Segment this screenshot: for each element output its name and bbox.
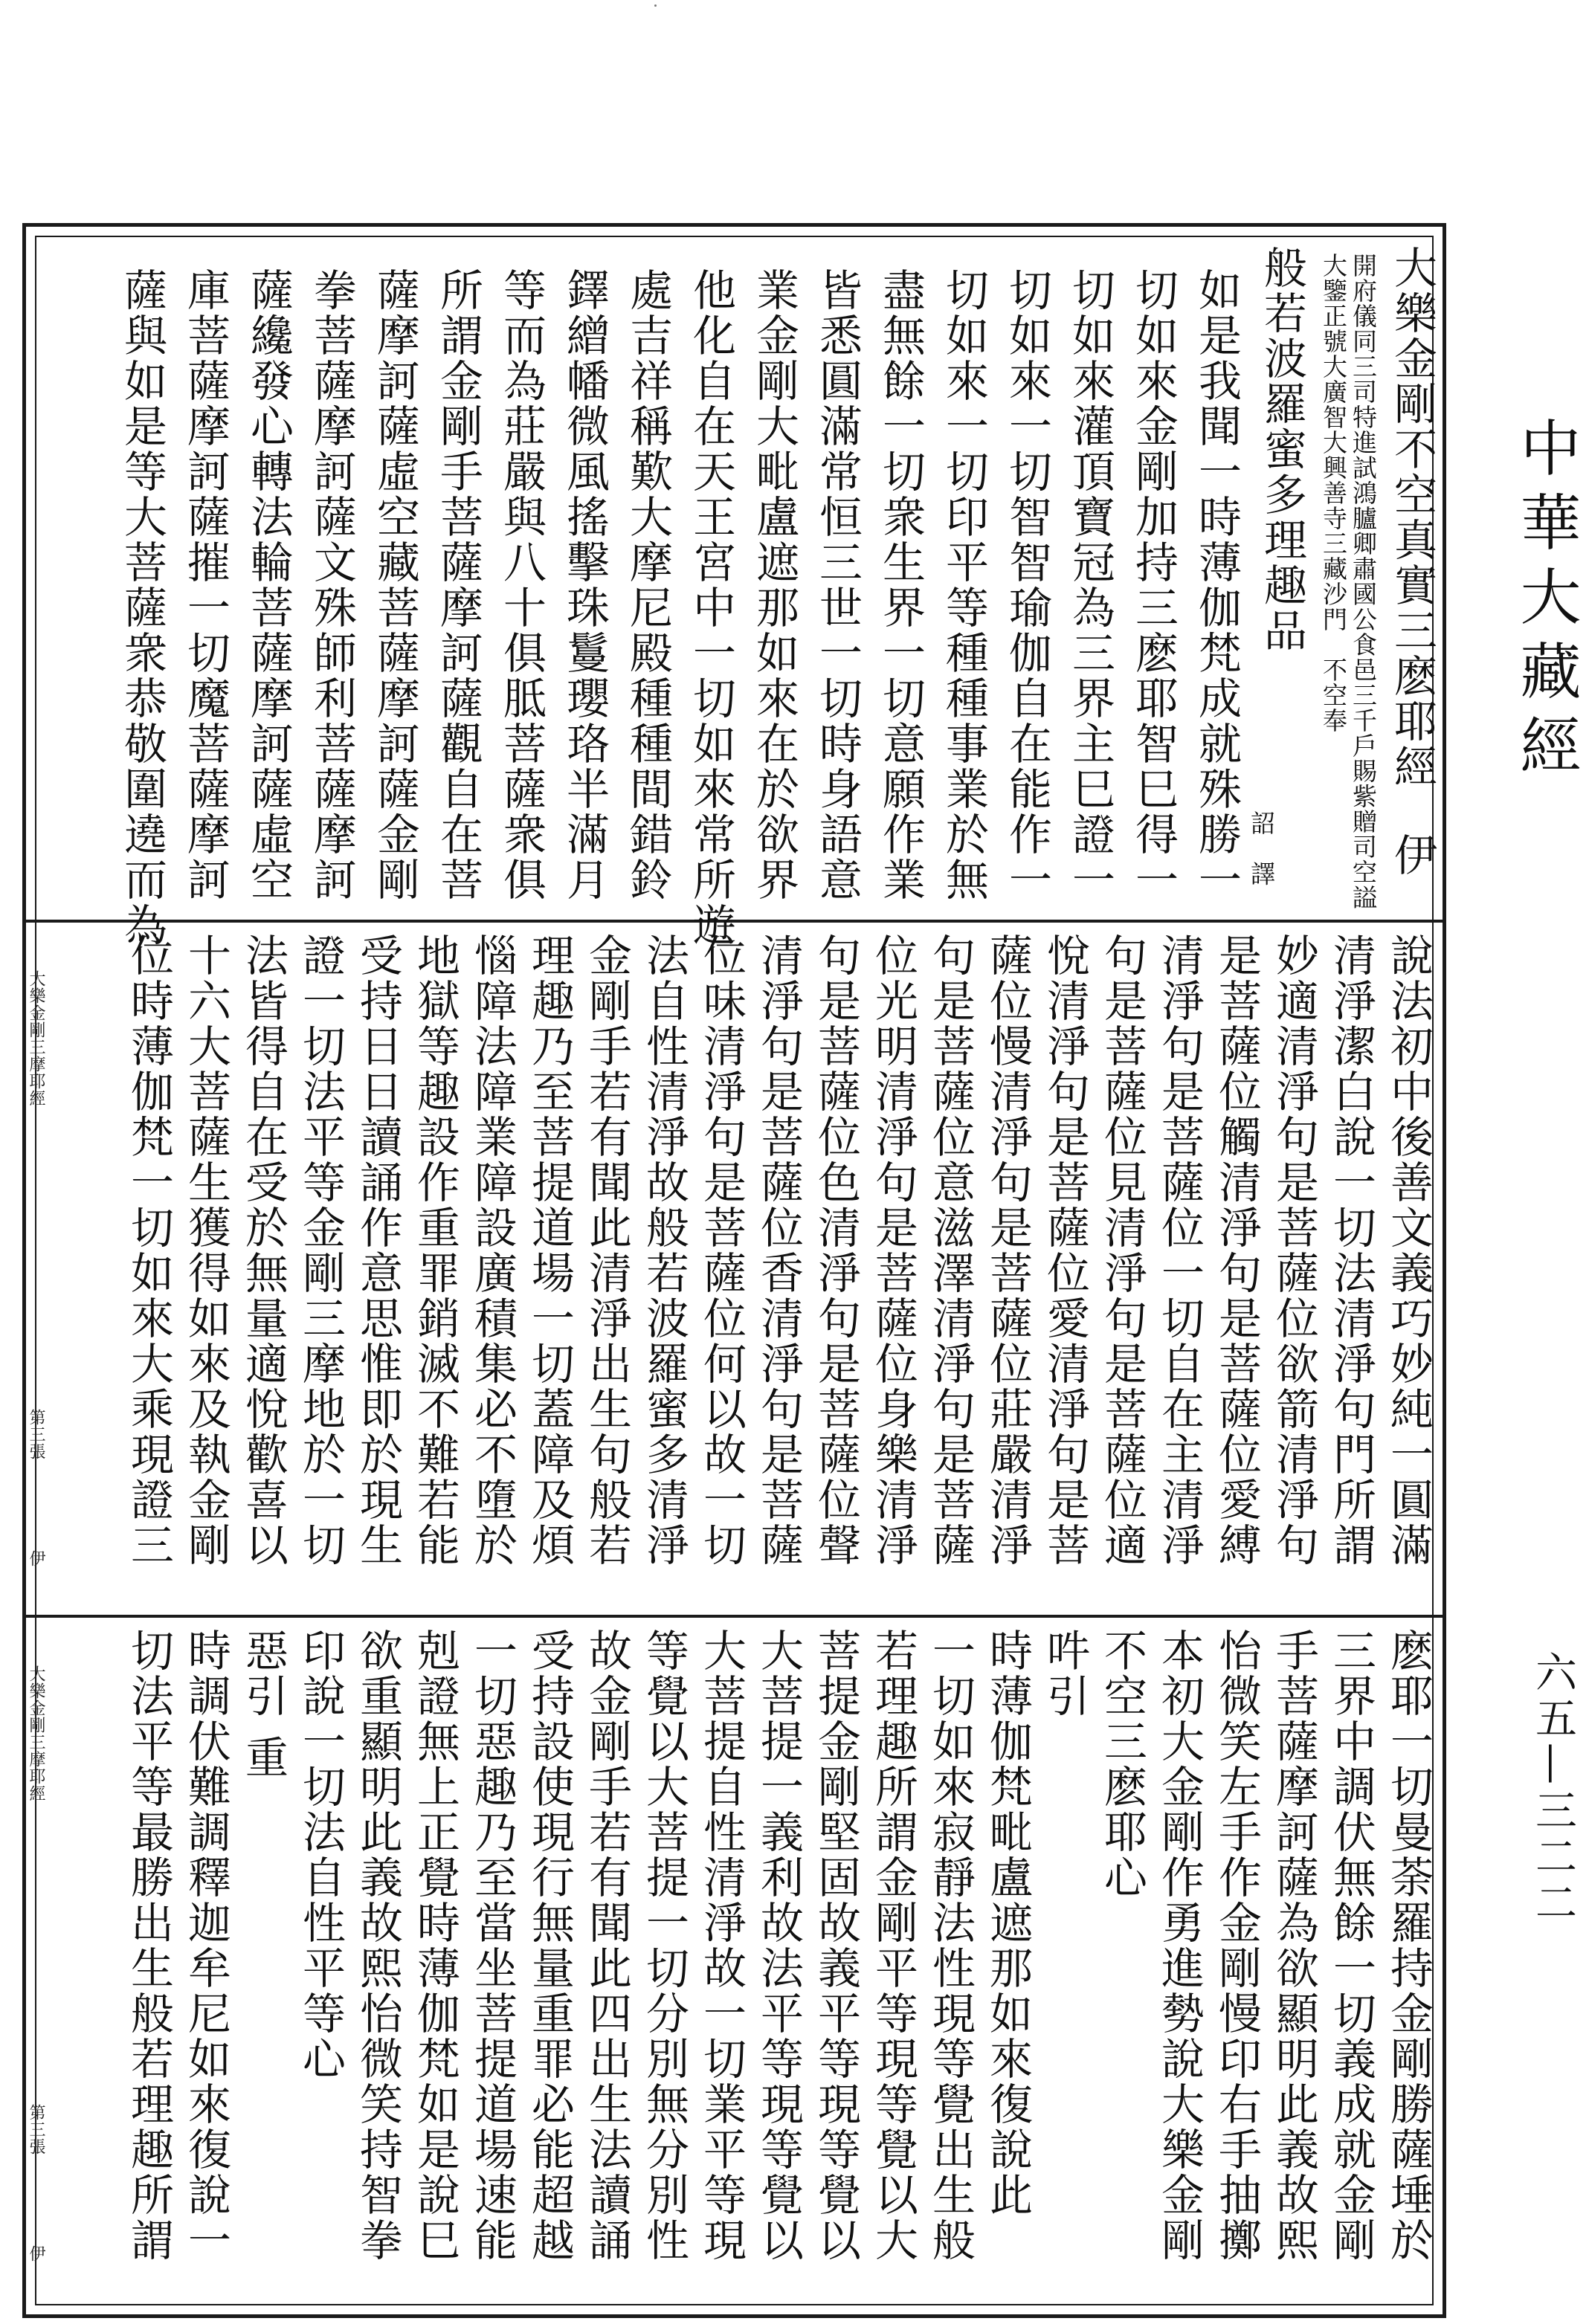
- text-column: 句是菩薩位意滋澤清淨句是菩薩: [925, 933, 976, 1568]
- text-column: 薩與如是等大菩薩衆恭敬圍遶而為: [117, 268, 167, 948]
- text-column: 本初大金剛作勇進勢說大樂金剛: [1154, 1628, 1205, 2263]
- text-column: 所謂金剛手菩薩摩訶薩觀自在菩: [433, 268, 483, 903]
- text-column: 若理趣所謂金剛平等現等覺以大: [868, 1628, 918, 2263]
- text-column: 等而為莊嚴與八十俱胝菩薩衆俱: [496, 268, 547, 903]
- text-column: 惱障法障業障設廣積集必不墮於: [467, 933, 518, 1568]
- text-column: 清淨句是菩薩位香清淨句是菩薩: [753, 933, 804, 1568]
- margin-page: 第三張: [27, 1409, 45, 1460]
- text-column: 句是菩薩位色清淨句是菩薩位聲: [810, 933, 861, 1568]
- text-column: 怡微笑左手作金剛慢印右手抽擲: [1211, 1628, 1262, 2263]
- text-column: 手菩薩摩訶薩為欲顯明此義故熙: [1269, 1628, 1319, 2263]
- text-column: 證一切法平等金剛三摩地於一切: [295, 933, 346, 1568]
- text-column: 麽耶一切曼荼羅持金剛勝薩埵於: [1383, 1628, 1434, 2263]
- text-column: 皆悉圓滿常恒三世一切時身語意: [812, 268, 863, 903]
- translator-mark: 詔 譯: [1247, 810, 1276, 886]
- text-column: 妙適清淨句是菩薩位欲箭清淨句: [1269, 933, 1319, 1568]
- text-column: 理趣乃至菩提道場一切蓋障及煩: [524, 933, 575, 1568]
- text-column: 十六大菩薩生獲得如來及執金剛: [181, 933, 231, 1568]
- text-column: 時薄伽梵毗盧遮那如來復說此: [982, 1628, 1033, 2218]
- title-mark: 伊: [1387, 833, 1437, 878]
- margin-mark: 伊: [27, 2245, 45, 2262]
- text-column: 清淨潔白說一切法清淨句門所謂: [1326, 933, 1376, 1568]
- text-column: 切如來一切印平等種種事業於無: [938, 268, 989, 903]
- text-column: 他化自在天王宮中一切如來常所遊: [686, 268, 736, 948]
- text-column: 受持日日讀誦作意思惟即於現生: [352, 933, 403, 1568]
- margin-note: 大樂金剛三摩耶經: [27, 1665, 45, 1802]
- text-column: 等覺以大菩提一切分別無分別性: [639, 1628, 689, 2263]
- text-column: 位時薄伽梵一切如來大乘現證三: [123, 933, 174, 1568]
- translator-line-2: 大鑒正號大廣智大興善寺三藏沙門 不空奉: [1319, 253, 1348, 733]
- collection-title: 中華大藏經: [1510, 416, 1581, 788]
- text-column: 盡無餘一切衆生界一切意願作業: [875, 268, 926, 903]
- margin-mark: 伊: [27, 1550, 45, 1567]
- margin-note: 大樂金剛三摩耶經: [27, 970, 45, 1107]
- text-column: 剋證無上正覺時薄伽梵如是說巳: [410, 1628, 460, 2263]
- text-column: 業金剛大毗盧遮那如來在於欲界: [749, 268, 799, 903]
- ink-speck: [654, 4, 657, 7]
- text-column: 地獄等趣設作重罪銷滅不難若能: [410, 933, 460, 1568]
- panel-top: [41, 245, 1437, 948]
- text-column: 位光明清淨句是菩薩位身樂清淨: [868, 933, 918, 1568]
- text-column: 一切如來寂靜法性現等覺出生般: [925, 1628, 976, 2263]
- text-column: 薩摩訶薩虛空藏菩薩摩訶薩金剛: [370, 268, 420, 903]
- text-column: 時調伏難調釋迦牟尼如來復說一: [181, 1628, 231, 2263]
- text-column: 清淨句是菩薩位一切自在主清淨: [1154, 933, 1205, 1568]
- text-column: 一切惡趣乃至當坐菩提道場速能: [467, 1628, 518, 2263]
- panel-bottom: [27, 1628, 1434, 2305]
- text-column: 印說一切法自性平等心: [295, 1628, 346, 2082]
- text-column: 鐸繒幡微風搖擊珠鬘瓔珞半滿月: [559, 268, 610, 903]
- panel-divider-2: [22, 1615, 1446, 1618]
- text-column: 惡引 重: [238, 1628, 289, 1781]
- text-column: 如是我聞一時薄伽梵成就殊勝一: [1191, 268, 1242, 903]
- volume-page-number: 六五—三二二: [1529, 1650, 1577, 1927]
- text-column: 薩纔發心轉法輪菩薩摩訶薩虛空: [243, 268, 294, 903]
- text-column: 法自性清淨故般若波羅蜜多清淨: [639, 933, 689, 1568]
- text-column: 切法平等最勝出生般若理趣所謂: [123, 1628, 174, 2263]
- text-column: 大菩提一義利故法平等現等覺以: [753, 1628, 804, 2263]
- text-column: 是菩薩位觸清淨句是菩薩位愛縛: [1211, 933, 1262, 1568]
- text-column: 故金剛手若有聞此四出生法讀誦: [581, 1628, 632, 2263]
- text-column: 說法初中後善文義巧妙純一圓滿: [1383, 933, 1434, 1568]
- text-column: 悅清淨句是菩薩位愛清淨句是菩: [1040, 933, 1090, 1568]
- text-column: 大菩提自性清淨故一切業平等現: [696, 1628, 747, 2263]
- text-column: 吽引: [1040, 1628, 1090, 1719]
- translator-line-1: 開府儀同三司特進試鴻臚卿肅國公食邑三千戶賜紫贈司空謚: [1349, 253, 1378, 910]
- text-column: 三界中調伏無餘一切義成就金剛: [1326, 1628, 1376, 2263]
- text-column: 句是菩薩位見清淨句是菩薩位適: [1097, 933, 1147, 1568]
- margin-page: 第三張: [27, 2104, 45, 2155]
- text-column: 切如來金剛加持三麽耶智巳得一: [1128, 268, 1179, 903]
- section-title: 般若波羅蜜多理趣品: [1257, 245, 1307, 653]
- text-column: 薩位慢清淨句是菩薩位莊嚴清淨: [982, 933, 1033, 1568]
- text-column: 拳菩薩摩訶薩文殊師利菩薩摩訶: [306, 268, 357, 903]
- text-column: 不空三麽耶心: [1097, 1628, 1147, 1900]
- text-column: 切如來灌頂寶冠為三界主巳證一: [1065, 268, 1115, 903]
- text-column: 受持設使現行無量重罪必能超越: [524, 1628, 575, 2263]
- text-column: 菩提金剛堅固故義平等現等覺以: [810, 1628, 861, 2263]
- panel-middle: [27, 933, 1434, 1602]
- text-column: 欲重顯明此義故熙怡微笑持智拳: [352, 1628, 403, 2263]
- sutra-title: 大樂金剛不空真實三麽耶經: [1387, 245, 1437, 790]
- text-column: 處吉祥稱歎大摩尼殿種種間錯鈴: [622, 268, 673, 903]
- text-column: 金剛手若有聞此清淨出生句般若: [581, 933, 632, 1568]
- text-column: 切如來一切智智瑜伽自在能作一: [1002, 268, 1052, 903]
- text-column: 位味清淨句是菩薩位何以故一切: [696, 933, 747, 1568]
- text-column: 庫菩薩摩訶薩摧一切魔菩薩摩訶: [180, 268, 231, 903]
- text-column: 法皆得自在受於無量適悅歡喜以: [238, 933, 289, 1568]
